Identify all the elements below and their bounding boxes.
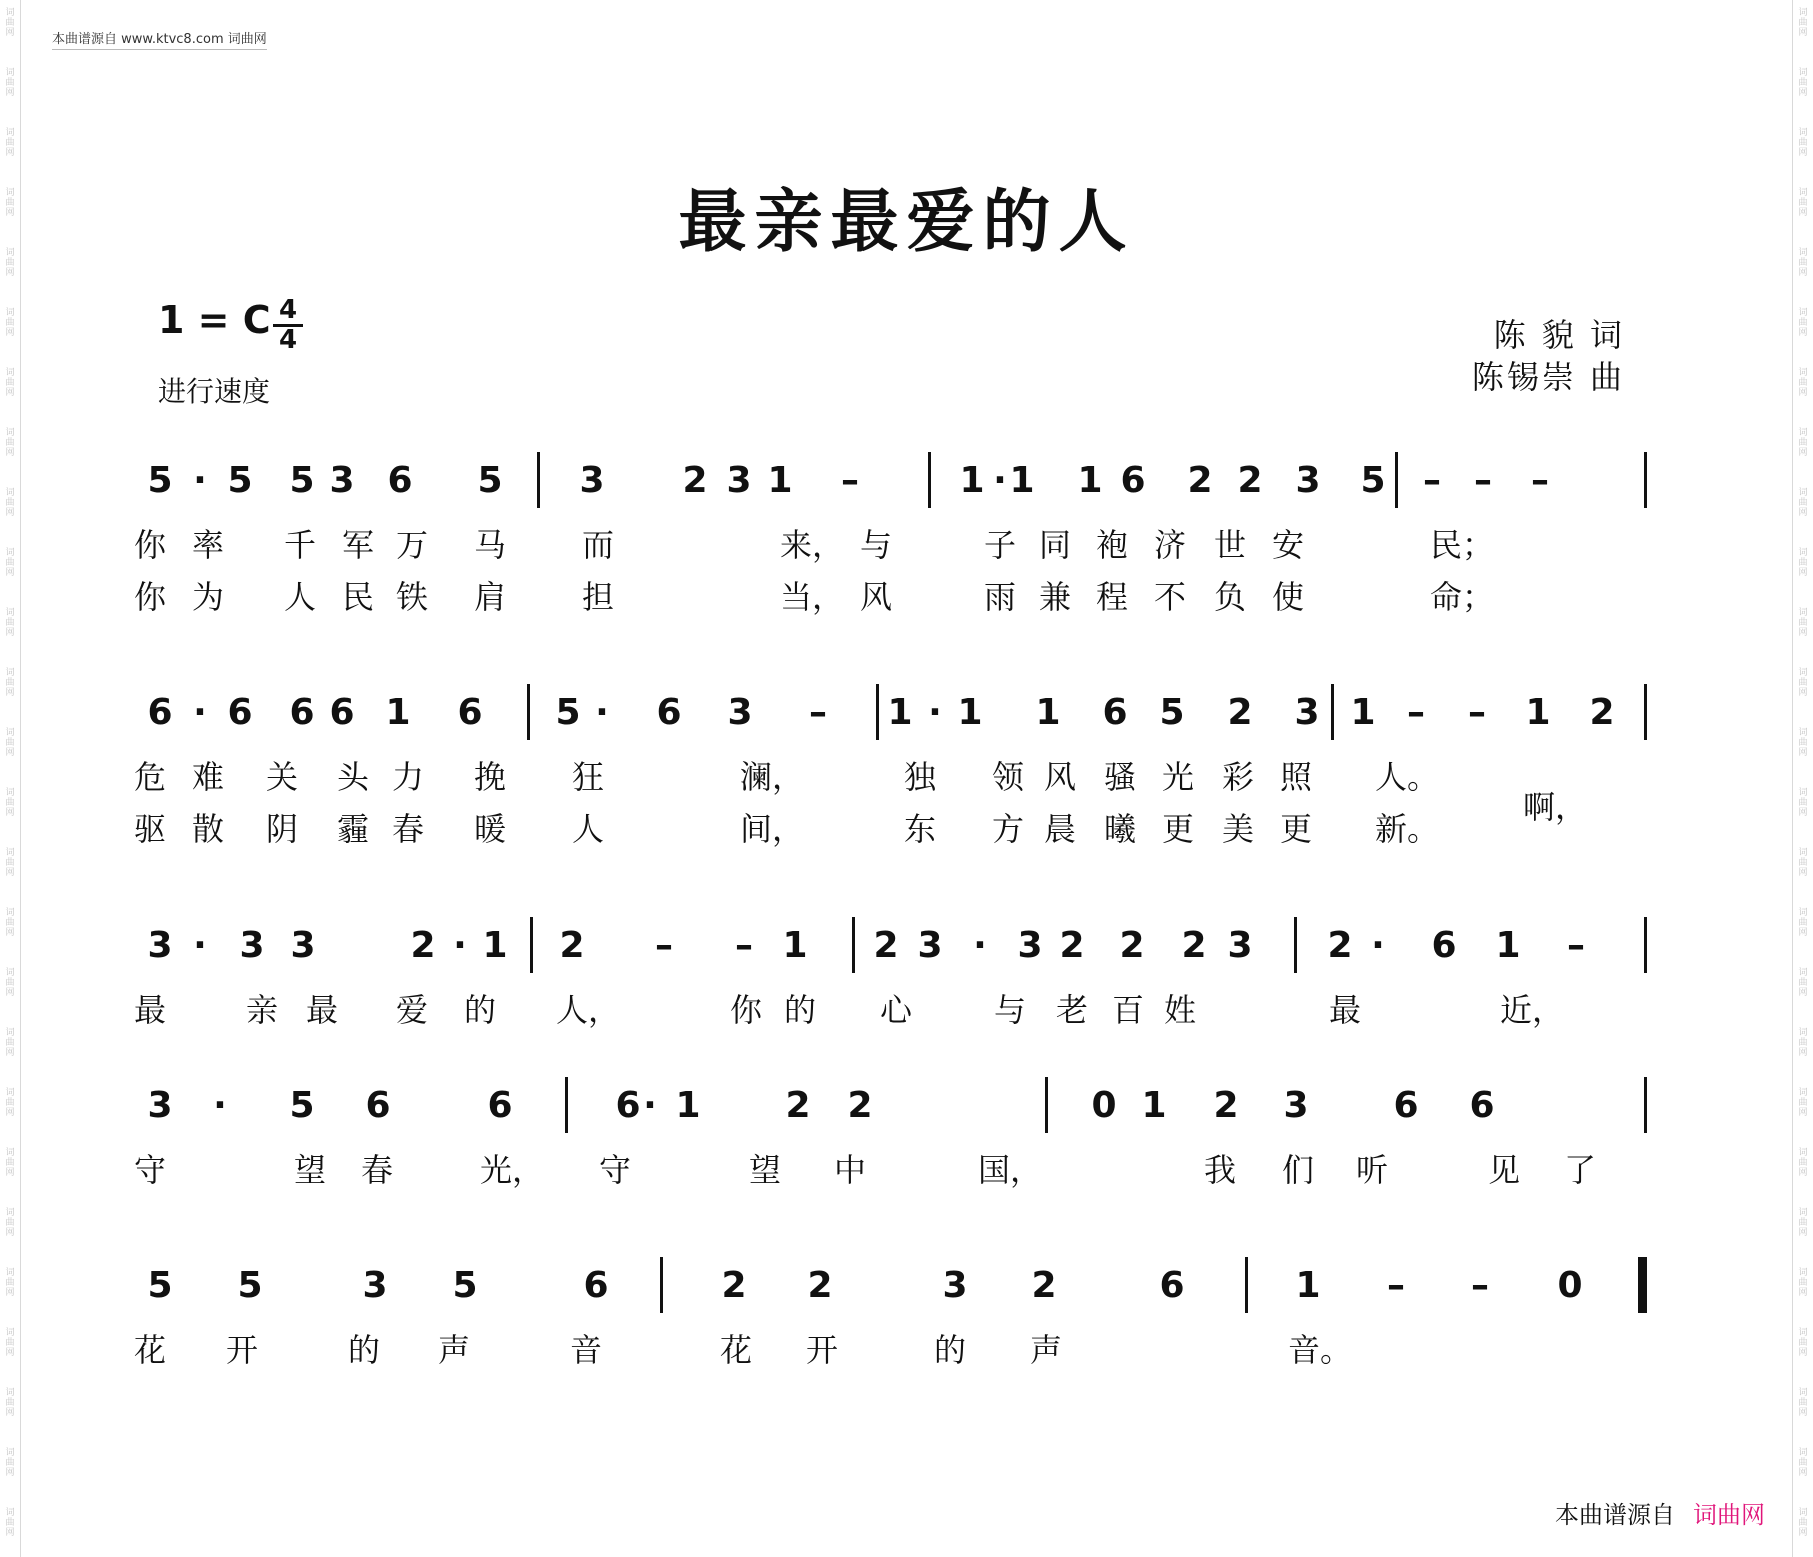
lyric-syllable: 民； <box>1430 526 1495 564</box>
lyric-syllable: 头 <box>336 758 369 796</box>
score-note: 3 <box>362 1265 388 1306</box>
watermark-text: 词曲网 <box>1798 368 1808 398</box>
lyric-syllable: 万 <box>395 526 428 564</box>
lyric-syllable: 骚 <box>1103 758 1136 796</box>
score-note: 5 <box>1159 692 1185 733</box>
score-note: · <box>595 692 609 733</box>
lyric-syllable: 们 <box>1281 1151 1314 1189</box>
lyric-syllable: 开 <box>805 1331 838 1369</box>
score-note: · <box>643 1085 657 1126</box>
score-note: 0 <box>1557 1265 1583 1306</box>
watermark-text: 词曲网 <box>5 488 15 518</box>
score-note: 2 <box>1119 925 1145 966</box>
watermark-text: 词曲网 <box>5 968 15 998</box>
time-signature <box>273 295 303 355</box>
score-note: 2 <box>1227 692 1253 733</box>
lyric-syllable: 雨 <box>983 578 1016 616</box>
lyric-syllable: 人。 <box>1375 758 1440 796</box>
watermark-text: 词曲网 <box>1798 488 1808 518</box>
watermark-text: 词曲网 <box>5 1448 15 1478</box>
lyric-syllable: 关 <box>265 758 298 796</box>
lyric-syllable: 风 <box>859 578 892 616</box>
score-note: – <box>1531 460 1549 501</box>
source-note-top[interactable]: 本曲谱源自 www.ktvc8.com 词曲网 <box>52 28 267 50</box>
lyric-syllable: 百 <box>1111 991 1144 1029</box>
score-note: · <box>973 925 987 966</box>
score-note: 5 <box>147 1265 173 1306</box>
barline <box>1395 452 1398 508</box>
score-note: 5 <box>289 1085 315 1126</box>
score-note: – <box>1468 692 1486 733</box>
score-note: 1 <box>1141 1085 1167 1126</box>
score-note: 2 <box>785 1085 811 1126</box>
score-note: 3 <box>239 925 265 966</box>
barline <box>928 452 931 508</box>
watermark-text: 词曲网 <box>5 188 15 218</box>
watermark-text: 词曲网 <box>1798 1508 1808 1538</box>
watermark-text: 词曲网 <box>5 608 15 638</box>
lyric-syllable: 袍 <box>1095 526 1128 564</box>
score-note: 1 <box>385 692 411 733</box>
time-signature-top: 4 <box>278 295 298 325</box>
score-note: 1 <box>767 460 793 501</box>
score-note: 3 <box>942 1265 968 1306</box>
lyric-syllable: 的 <box>347 1331 380 1369</box>
score-note: 6 <box>289 692 315 733</box>
score-note: 1 <box>782 925 808 966</box>
lyric-syllable: 霾 <box>336 810 369 848</box>
lyric-syllable: 而 <box>581 526 614 564</box>
watermark-text: 词曲网 <box>1798 788 1808 818</box>
lyric-syllable: 与 <box>859 526 892 564</box>
lyric-syllable: 阴 <box>265 810 298 848</box>
lyric-syllable: 率 <box>191 526 224 564</box>
lyric-syllable: 命； <box>1430 578 1495 616</box>
watermark-text: 词曲网 <box>5 1088 15 1118</box>
watermark-text: 词曲网 <box>1798 1028 1808 1058</box>
lyric-syllable: 照 <box>1279 758 1312 796</box>
lyric-syllable: 最 <box>133 991 166 1029</box>
score-note: 3 <box>1227 925 1253 966</box>
lyric-syllable: 你 <box>133 578 166 616</box>
score-note: 2 <box>847 1085 873 1126</box>
score-note: 6 <box>457 692 483 733</box>
watermark-text: 词曲网 <box>1798 1388 1808 1418</box>
lyric-syllable: 守 <box>598 1151 631 1189</box>
barline <box>660 1257 663 1313</box>
score-note: 1 <box>959 460 985 501</box>
lyric-syllable: 最 <box>305 991 338 1029</box>
lyric-syllable: 铁 <box>395 578 428 616</box>
watermark-text: 词曲网 <box>1798 248 1808 278</box>
score-note: – <box>1387 1265 1405 1306</box>
score-note: 2 <box>559 925 585 966</box>
lyric-syllable: 方 <box>991 810 1024 848</box>
score-note: 2 <box>873 925 899 966</box>
score-note: 3 <box>147 925 173 966</box>
watermark-text: 词曲网 <box>5 1328 15 1358</box>
watermark-text: 词曲网 <box>1798 428 1808 458</box>
lyric-syllable: 澜， <box>740 758 805 796</box>
lyric-syllable: 春 <box>360 1151 393 1189</box>
lyric-syllable: 听 <box>1355 1151 1388 1189</box>
lyric-syllable: 春 <box>391 810 424 848</box>
score-note: – <box>1407 692 1425 733</box>
watermark-text: 词曲网 <box>1798 308 1808 338</box>
watermark-text: 词曲网 <box>1798 848 1808 878</box>
lyric-syllable: 人 <box>283 578 316 616</box>
barline <box>565 1077 568 1133</box>
score-note: 1 <box>1495 925 1521 966</box>
song-title: 最亲最爱的人 <box>678 182 1135 262</box>
composer-credit: 陈锡崇 曲 <box>1471 358 1625 396</box>
lyric-syllable: 负 <box>1213 578 1246 616</box>
score-note: 2 <box>682 460 708 501</box>
score-note: · <box>1371 925 1385 966</box>
score-note: – <box>1471 1265 1489 1306</box>
score-note: 0 <box>1091 1085 1117 1126</box>
lyric-syllable: 子 <box>983 526 1016 564</box>
watermark-text: 词曲网 <box>1798 968 1808 998</box>
lyric-syllable: 世 <box>1213 526 1246 564</box>
score-note: 3 <box>290 925 316 966</box>
lyric-syllable: 老 <box>1055 991 1088 1029</box>
lyric-syllable: 驱 <box>133 810 166 848</box>
lyric-syllable: 望 <box>748 1151 781 1189</box>
lyric-syllable: 危 <box>133 758 166 796</box>
watermark-text: 词曲网 <box>1798 1088 1808 1118</box>
lyric-syllable: 程 <box>1095 578 1128 616</box>
score-note: · <box>213 1085 227 1126</box>
score-note: 5 <box>555 692 581 733</box>
lyric-syllable: 千 <box>283 526 316 564</box>
score-note: 6 <box>487 1085 513 1126</box>
lyric-syllable: 暖 <box>473 810 506 848</box>
barline <box>530 917 533 973</box>
watermark-text: 词曲网 <box>1798 608 1808 638</box>
watermark-text: 词曲网 <box>5 728 15 758</box>
barline <box>1644 1077 1647 1133</box>
watermark-text: 词曲网 <box>1798 1448 1808 1478</box>
score-note: · <box>453 925 467 966</box>
lyric-syllable: 军 <box>341 526 374 564</box>
score-note: – <box>1423 460 1441 501</box>
watermark-text: 词曲网 <box>1798 128 1808 158</box>
barline <box>1331 684 1334 740</box>
score-note: 2 <box>1237 460 1263 501</box>
score-note: 3 <box>1017 925 1043 966</box>
lyric-syllable: 你 <box>133 526 166 564</box>
score-note: 2 <box>1187 460 1213 501</box>
score-note: 3 <box>329 460 355 501</box>
lyric-syllable: 声 <box>437 1331 470 1369</box>
source-prefix: 本曲谱源自 <box>1555 1501 1675 1529</box>
watermark-text: 词曲网 <box>1798 1268 1808 1298</box>
score-note: 6 <box>1431 925 1457 966</box>
score-note: – <box>1567 925 1585 966</box>
lyric-syllable: 挽 <box>473 758 506 796</box>
score-note: 5 <box>237 1265 263 1306</box>
score-note: 6 <box>656 692 682 733</box>
lyric-syllable: 花 <box>719 1331 752 1369</box>
lyric-syllable: 姓 <box>1163 991 1196 1029</box>
score-note: 5 <box>147 460 173 501</box>
watermark-text: 词曲网 <box>5 128 15 158</box>
score-note: 1 <box>1035 692 1061 733</box>
watermark-text: 词曲网 <box>1798 908 1808 938</box>
lyric-syllable: 的 <box>463 991 496 1029</box>
lyric-syllable: 光 <box>1161 758 1194 796</box>
score-note: 3 <box>726 460 752 501</box>
score-note: 1 <box>887 692 913 733</box>
score-note: 1 <box>1350 692 1376 733</box>
watermark-text: 词曲网 <box>5 1388 15 1418</box>
watermark-text: 词曲网 <box>1798 1328 1808 1358</box>
score-note: 6 <box>329 692 355 733</box>
lyric-syllable: 最 <box>1328 991 1361 1029</box>
lyric-syllable: 中 <box>833 1151 866 1189</box>
lyric-syllable: 守 <box>133 1151 166 1189</box>
score-note: 5 <box>1360 460 1386 501</box>
lyric-syllable: 人， <box>556 991 621 1029</box>
watermark-text: 词曲网 <box>5 368 15 398</box>
score-note: 3 <box>727 692 753 733</box>
lyric-extra: 啊， <box>1522 788 1587 826</box>
score-note: 2 <box>1213 1085 1239 1126</box>
barline <box>1644 684 1647 740</box>
lyric-syllable: 安 <box>1271 526 1304 564</box>
score-note: – <box>655 925 673 966</box>
lyric-syllable: 亲 <box>245 991 278 1029</box>
score-note: 1 <box>482 925 508 966</box>
lyric-syllable: 近， <box>1500 991 1565 1029</box>
lyric-syllable: 我 <box>1203 1151 1236 1189</box>
score-note: – <box>809 692 827 733</box>
watermark-text: 词曲网 <box>1798 1148 1808 1178</box>
lyric-syllable: 心 <box>879 991 912 1029</box>
lyric-syllable: 彩 <box>1221 758 1254 796</box>
lyric-syllable: 望 <box>293 1151 326 1189</box>
watermark-text: 词曲网 <box>5 1028 15 1058</box>
score-note: 5 <box>452 1265 478 1306</box>
score-note: 5 <box>227 460 253 501</box>
lyric-syllable: 难 <box>191 758 224 796</box>
watermark-text: 词曲网 <box>1798 728 1808 758</box>
lyric-syllable: 的 <box>783 991 816 1029</box>
lyric-syllable: 狂 <box>571 758 604 796</box>
watermark-text: 词曲网 <box>5 248 15 278</box>
source-note-bottom <box>1555 1495 1765 1530</box>
score-note: 2 <box>1327 925 1353 966</box>
lyric-syllable: 的 <box>933 1331 966 1369</box>
lyric-syllable: 你 <box>729 991 762 1029</box>
score-note: 6 <box>147 692 173 733</box>
lyric-syllable: 担 <box>581 578 614 616</box>
score-note: – <box>841 460 859 501</box>
lyric-syllable: 肩 <box>473 578 506 616</box>
watermark-text: 词曲网 <box>5 68 15 98</box>
watermark-text: 词曲网 <box>5 1268 15 1298</box>
lyric-syllable: 美 <box>1221 810 1254 848</box>
barline <box>1045 1077 1048 1133</box>
score-note: 6 <box>1469 1085 1495 1126</box>
lyric-syllable: 间， <box>740 810 805 848</box>
score-note: 5 <box>477 460 503 501</box>
score-note: 1 <box>675 1085 701 1126</box>
watermark-text: 词曲网 <box>1798 668 1808 698</box>
barline <box>876 684 879 740</box>
lyric-syllable: 兼 <box>1038 578 1071 616</box>
score-note: – <box>735 925 753 966</box>
lyric-syllable: 散 <box>191 810 224 848</box>
lyric-syllable: 音。 <box>1288 1331 1353 1369</box>
score-note: · <box>193 460 207 501</box>
score-note: 1 <box>957 692 983 733</box>
watermark-text: 词曲网 <box>5 428 15 458</box>
lyric-syllable: 曦 <box>1103 810 1136 848</box>
watermark-text: 词曲网 <box>5 548 15 578</box>
watermark-text: 词曲网 <box>1798 548 1808 578</box>
lyric-syllable: 花 <box>133 1331 166 1369</box>
score-note: · <box>993 460 1007 501</box>
barline <box>537 452 540 508</box>
score-note: 2 <box>1059 925 1085 966</box>
barline <box>1245 1257 1248 1313</box>
score-note: 3 <box>1283 1085 1309 1126</box>
score-note: 2 <box>807 1265 833 1306</box>
score-note: 6 <box>387 460 413 501</box>
tempo-marking: 进行速度 <box>158 375 271 408</box>
watermark-text: 词曲网 <box>5 848 15 878</box>
lyric-syllable: 更 <box>1279 810 1312 848</box>
lyric-syllable: 风 <box>1043 758 1076 796</box>
lyric-syllable: 人 <box>571 810 604 848</box>
score-note: 6 <box>1393 1085 1419 1126</box>
watermark-text: 词曲网 <box>1798 68 1808 98</box>
watermark-text: 词曲网 <box>5 8 15 38</box>
score-note: 3 <box>147 1085 173 1126</box>
key-signature: 1 = C <box>158 298 271 342</box>
watermark-text: 词曲网 <box>1798 1208 1808 1238</box>
score-note: 3 <box>917 925 943 966</box>
score-note: 2 <box>1181 925 1207 966</box>
lyric-syllable: 新。 <box>1375 810 1440 848</box>
barline <box>527 684 530 740</box>
score-note: 2 <box>721 1265 747 1306</box>
lyric-syllable: 同 <box>1038 526 1071 564</box>
score-note: · <box>193 692 207 733</box>
lyric-syllable: 国， <box>978 1151 1043 1189</box>
lyric-syllable: 独 <box>903 758 936 796</box>
barline <box>852 917 855 973</box>
score-note: 6 <box>615 1085 641 1126</box>
barline <box>1644 917 1647 973</box>
lyric-syllable: 当， <box>780 578 845 616</box>
watermark-text: 词曲网 <box>5 1508 15 1538</box>
watermark-text: 词曲网 <box>5 1148 15 1178</box>
watermark-text: 词曲网 <box>1798 188 1808 218</box>
score-note: 6 <box>1159 1265 1185 1306</box>
lyric-syllable: 声 <box>1029 1331 1062 1369</box>
lyric-syllable: 晨 <box>1043 810 1076 848</box>
lyric-syllable: 更 <box>1161 810 1194 848</box>
score-note: 6 <box>227 692 253 733</box>
time-signature-bottom: 4 <box>278 325 298 355</box>
barline <box>1644 452 1647 508</box>
score-note: 6 <box>365 1085 391 1126</box>
score-note: 6 <box>583 1265 609 1306</box>
lyric-syllable: 马 <box>473 526 506 564</box>
watermark-text: 词曲网 <box>5 1208 15 1238</box>
lyric-syllable: 东 <box>903 810 936 848</box>
lyric-syllable: 民 <box>341 578 374 616</box>
lyricist-credit: 陈 貌 词 <box>1493 316 1625 354</box>
source-site-link[interactable]: 词曲网 <box>1693 1501 1765 1529</box>
score-note: 1 <box>1077 460 1103 501</box>
lyric-syllable: 与 <box>993 991 1026 1029</box>
barline <box>1294 917 1297 973</box>
lyric-syllable: 领 <box>991 758 1024 796</box>
score-note: 2 <box>1031 1265 1057 1306</box>
score-note: · <box>193 925 207 966</box>
score-note: 2 <box>1589 692 1615 733</box>
watermark-text: 词曲网 <box>5 668 15 698</box>
lyric-syllable: 济 <box>1153 526 1186 564</box>
score-note: 3 <box>1294 692 1320 733</box>
lyric-syllable: 来， <box>780 526 845 564</box>
lyric-syllable: 为 <box>191 578 224 616</box>
lyric-syllable: 使 <box>1271 578 1304 616</box>
watermark-text: 词曲网 <box>5 908 15 938</box>
watermark-text: 词曲网 <box>5 308 15 338</box>
score-note: 1 <box>1295 1265 1321 1306</box>
score-note: – <box>1474 460 1492 501</box>
score-note: 3 <box>579 460 605 501</box>
score-note: 6 <box>1102 692 1128 733</box>
lyric-syllable: 爱 <box>395 991 428 1029</box>
score-note: 1 <box>1525 692 1551 733</box>
score-note: 2 <box>410 925 436 966</box>
lyric-syllable: 力 <box>391 758 424 796</box>
score-note: 5 <box>289 460 315 501</box>
lyric-syllable: 音 <box>569 1331 602 1369</box>
watermark-text: 词曲网 <box>1798 8 1808 38</box>
lyric-syllable: 见 <box>1487 1151 1520 1189</box>
score-note: 3 <box>1295 460 1321 501</box>
final-barline <box>1638 1257 1645 1313</box>
lyric-syllable: 开 <box>225 1331 258 1369</box>
lyric-syllable: 不 <box>1153 578 1186 616</box>
watermark-text: 词曲网 <box>5 788 15 818</box>
score-note: 1 <box>1009 460 1035 501</box>
lyric-syllable: 光， <box>480 1151 545 1189</box>
score-note: 6 <box>1120 460 1146 501</box>
lyric-syllable: 了 <box>1563 1151 1596 1189</box>
score-note: · <box>928 692 942 733</box>
